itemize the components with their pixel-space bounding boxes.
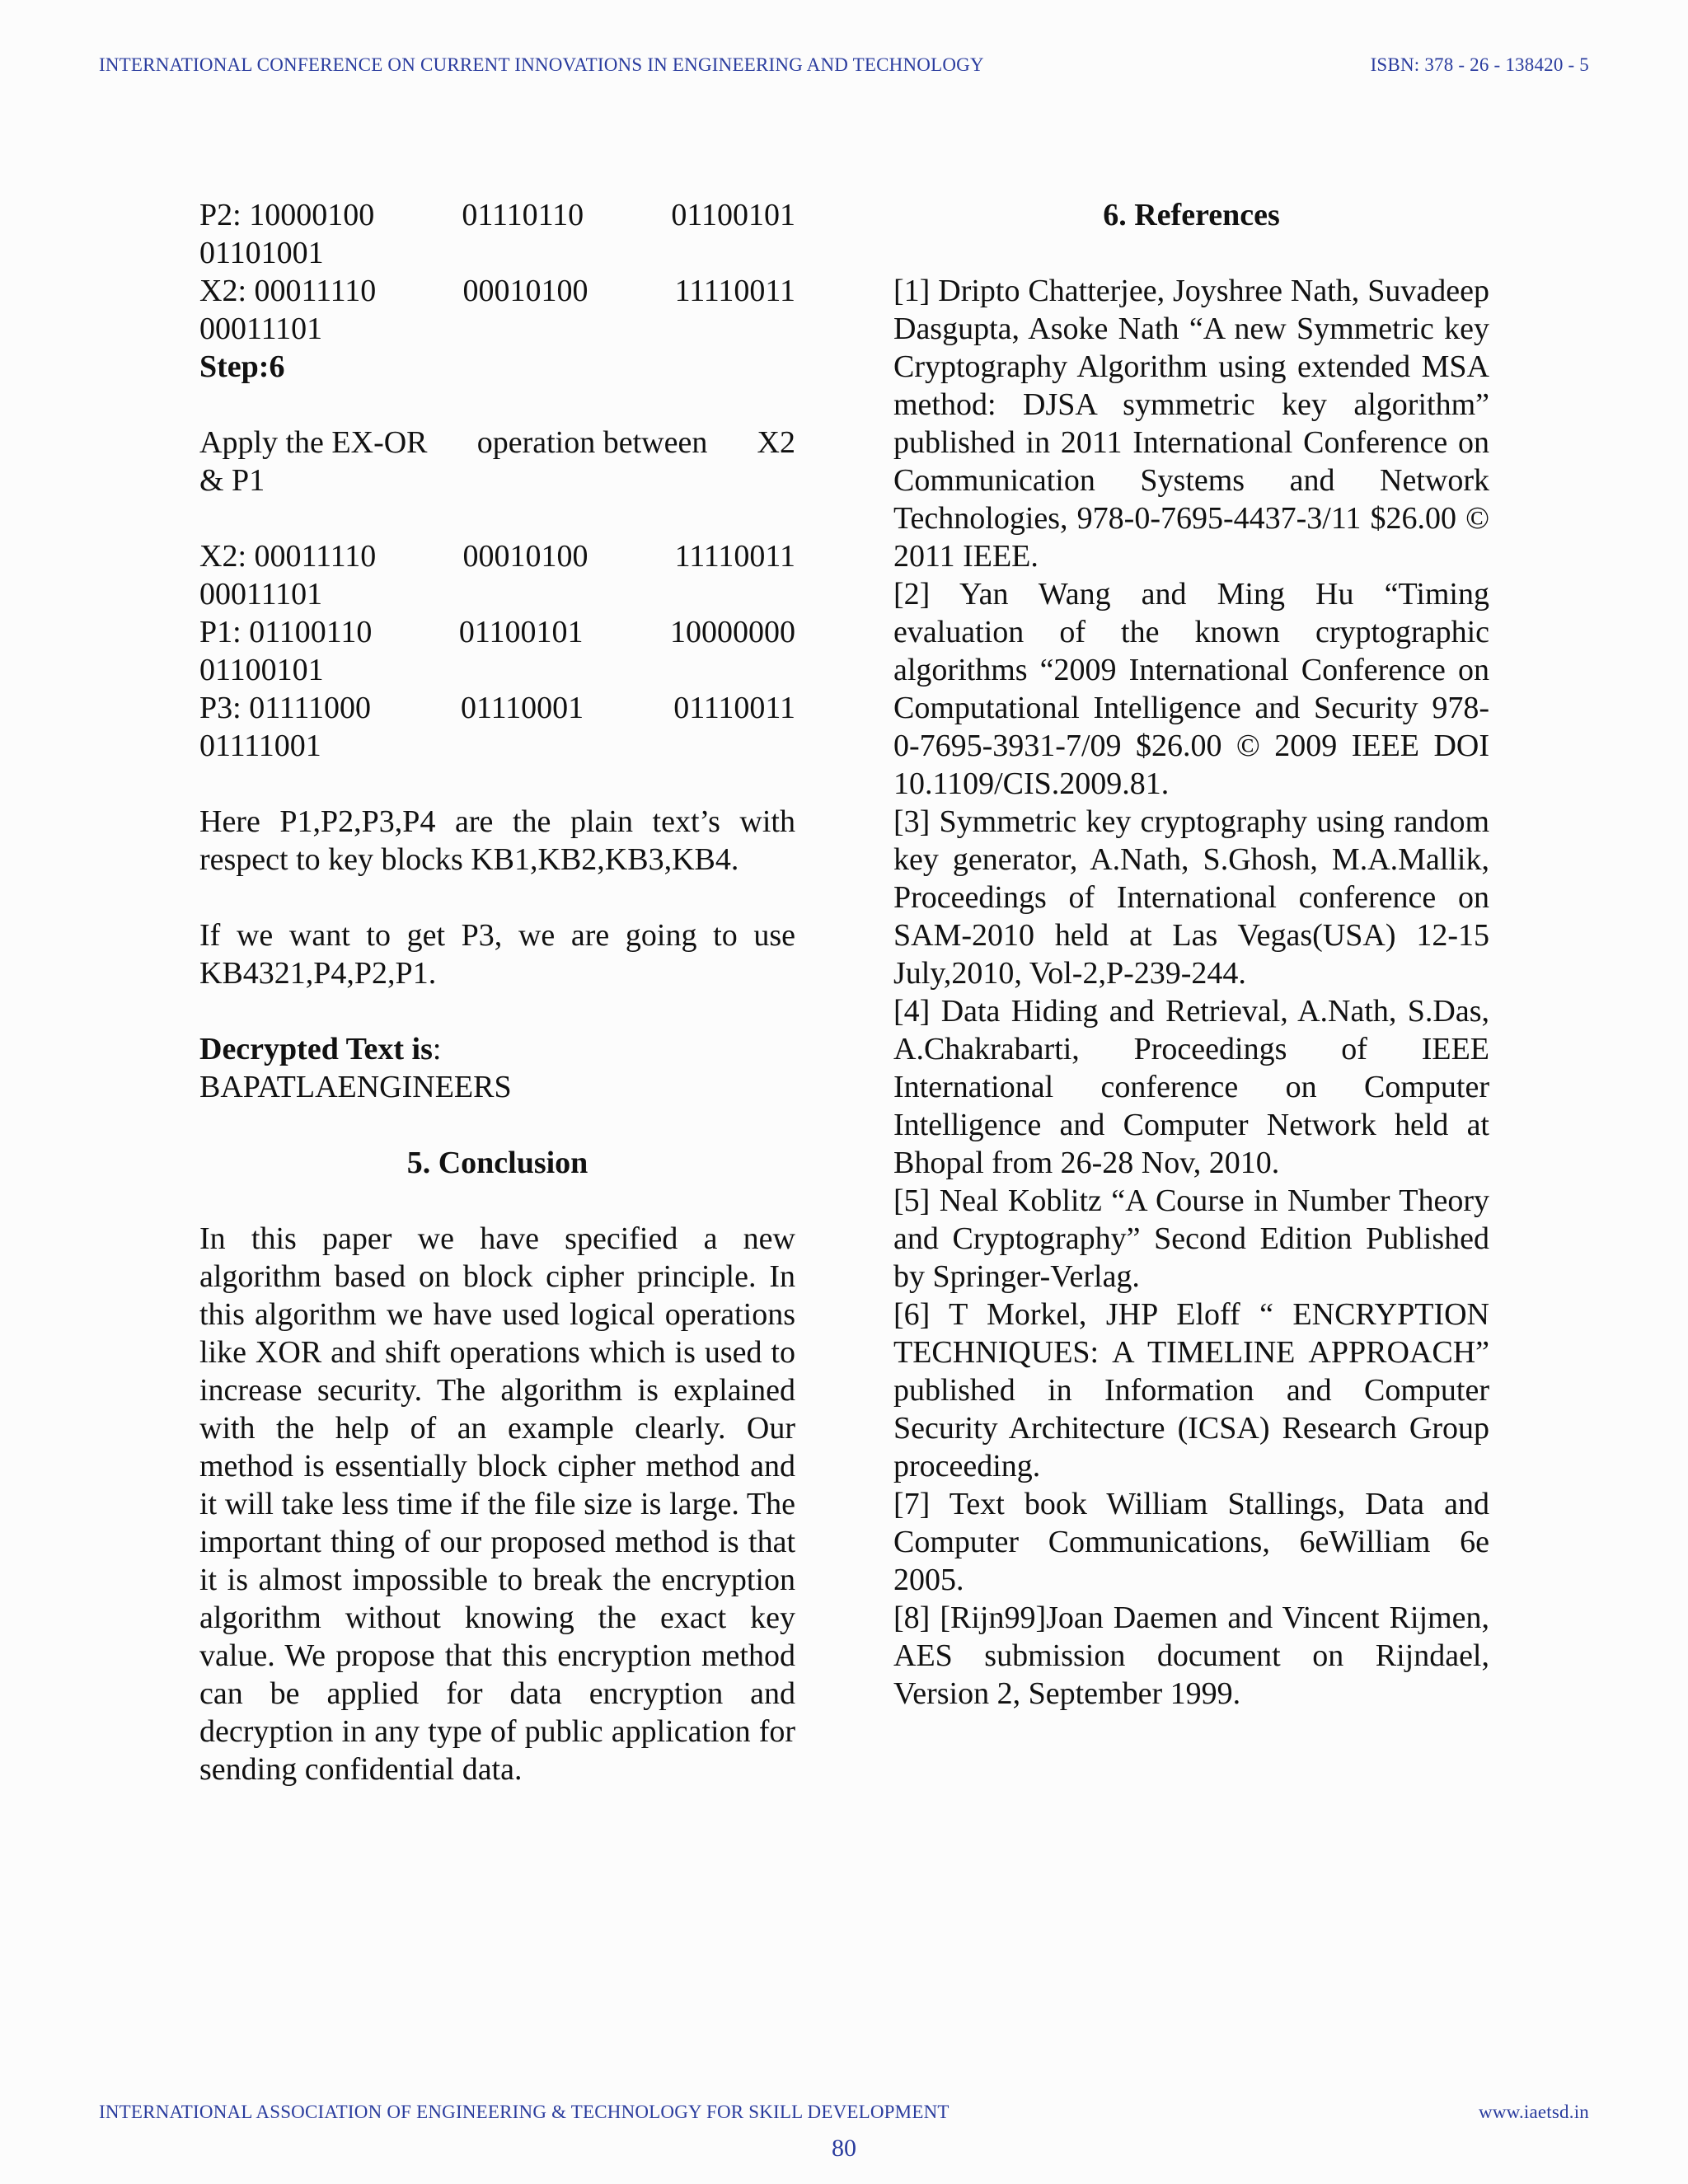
binary-cell: 11110011 [674,274,795,308]
conclusion-heading: 5. Conclusion [406,1146,588,1180]
website-link[interactable]: www.iaetsd.in [1479,2102,1589,2122]
p3-row [199,689,795,727]
reference-item: [7] Text book William Stallings, Data and Computer Communications, 6eWilliam 6e 2005. [893,1487,1489,1597]
p1-row [199,613,795,651]
reference-item: [4] Data Hiding and Retrieval, A.Nath, S.Das, A.Chakrabarti, Proceedings of IEEE International conference on Computer Intelligence and Computer Network held at Bhopal from 26-28 Nov, 2010. [893,994,1489,1180]
binary-cell: X2: 00011110 [199,274,377,308]
binary-cell: X2: 00011110 [199,539,377,574]
apply-text: & P1 [199,463,265,498]
reference-item: [3] Symmetric key cryptography using random key generator, A.Nath, S.Ghosh, M.A.Mallik, Proceedings of International conference on SAM-2010 held at Las Vegas(USA) 12-15 July,2010, Vol-2,P-239-244. [893,804,1489,991]
reference-item: [5] Neal Koblitz “A Course in Number Theory and Cryptography” Second Edition Published by Springer-Verlag. [893,1183,1489,1294]
references-heading: 6. References [1103,198,1280,232]
binary-cell: 01110011 [673,691,795,725]
page-number: 80 [832,2135,856,2162]
right-column [893,196,1489,1713]
binary-continuation: 01101001 [199,236,324,270]
apply-text: Apply the EX-OR [199,425,428,460]
apply-text: X2 [757,425,795,460]
apply-line [199,424,795,462]
reference-item: [6] T Morkel, JHP Eloff “ ENCRYPTION TECHNIQUES: A TIMELINE APPROACH” published in Information and Computer Security Architecture (ICSA) Research Group proceeding. [893,1297,1489,1483]
binary-cell: P1: 01100110 [199,615,373,649]
binary-continuation: 00011101 [199,312,323,346]
binary-cell: 10000000 [670,615,795,649]
binary-cell: P3: 01111000 [199,691,371,725]
binary-continuation: 00011101 [199,577,323,612]
reference-item: [1] Dripto Chatterjee, Joyshree Nath, Suvadeep Dasgupta, Asoke Nath “A new Symmetric key Cryptography Algorithm using extended MSA method: DJSA symmetric key algorithm” published in 2011 International Conference on Communication Systems and Network Technologies, 978-0-7695-4437-3/11 $26.00 © 2011 IEEE. [893,274,1489,574]
isbn: ISBN: 378 - 26 - 138420 - 5 [1370,54,1589,75]
conclusion-paragraph: In this paper we have specified a new algorithm based on block cipher principle. In this algorithm we have used logical operations like XOR and shift operations which is used to increase security. The algorithm is explained with the help of an example clearly. Our method is essentially block cipher method and it will take less time if the file size is large. The important thing of our proposed method is that it is almost impossible to break the encryption algorithm without knowing the exact key value. We propose that this encryption method can be applied for data encryption and decryption in any type of public application for sending confidential data. [199,1221,795,1787]
paragraph: If we want to get P3, we are going to use KB4321,P4,P2,P1. [199,918,795,991]
p2-row [199,196,795,234]
binary-cell: P2: 10000100 [199,198,375,232]
decrypted-value: BAPATLAENGINEERS [199,1070,512,1104]
binary-cell: 11110011 [674,539,795,574]
x2-row [199,272,795,310]
x2-row [199,537,795,575]
association-name: INTERNATIONAL ASSOCIATION OF ENGINEERING & TECHNOLOGY FOR SKILL DEVELOPMENT [99,2102,950,2122]
reference-item: [2] Yan Wang and Ming Hu “Timing evaluation of the known cryptographic algorithms “2009 International Conference on Computational Intelligence and Security 978-0-7695-3931-7/09 $26.00 © 2009 IEEE DOI 10.1109/CIS.2009.81. [893,577,1489,801]
binary-continuation: 01100101 [199,653,324,687]
binary-cell: 01110110 [462,198,584,232]
binary-cell: 00010100 [462,539,588,574]
conference-title: INTERNATIONAL CONFERENCE ON CURRENT INNOVATIONS IN ENGINEERING AND TECHNOLOGY [99,54,984,75]
binary-cell: 01100101 [458,615,584,649]
decrypted-label: Decrypted Text is: [199,1032,442,1066]
reference-item: [8] [Rijn99]Joan Daemen and Vincent Rijmen, AES submission document on Rijndael, Version 2, September 1999. [893,1601,1489,1711]
apply-text: operation between [476,425,708,460]
binary-cell: 01110001 [461,691,584,725]
left-column [199,196,795,1788]
paragraph: Here P1,P2,P3,P4 are the plain text’s with respect to key blocks KB1,KB2,KB3,KB4. [199,804,795,877]
binary-continuation: 01111001 [199,729,321,763]
binary-cell: 00010100 [462,274,588,308]
binary-cell: 01100101 [671,198,795,232]
step-label: Step:6 [199,349,285,384]
